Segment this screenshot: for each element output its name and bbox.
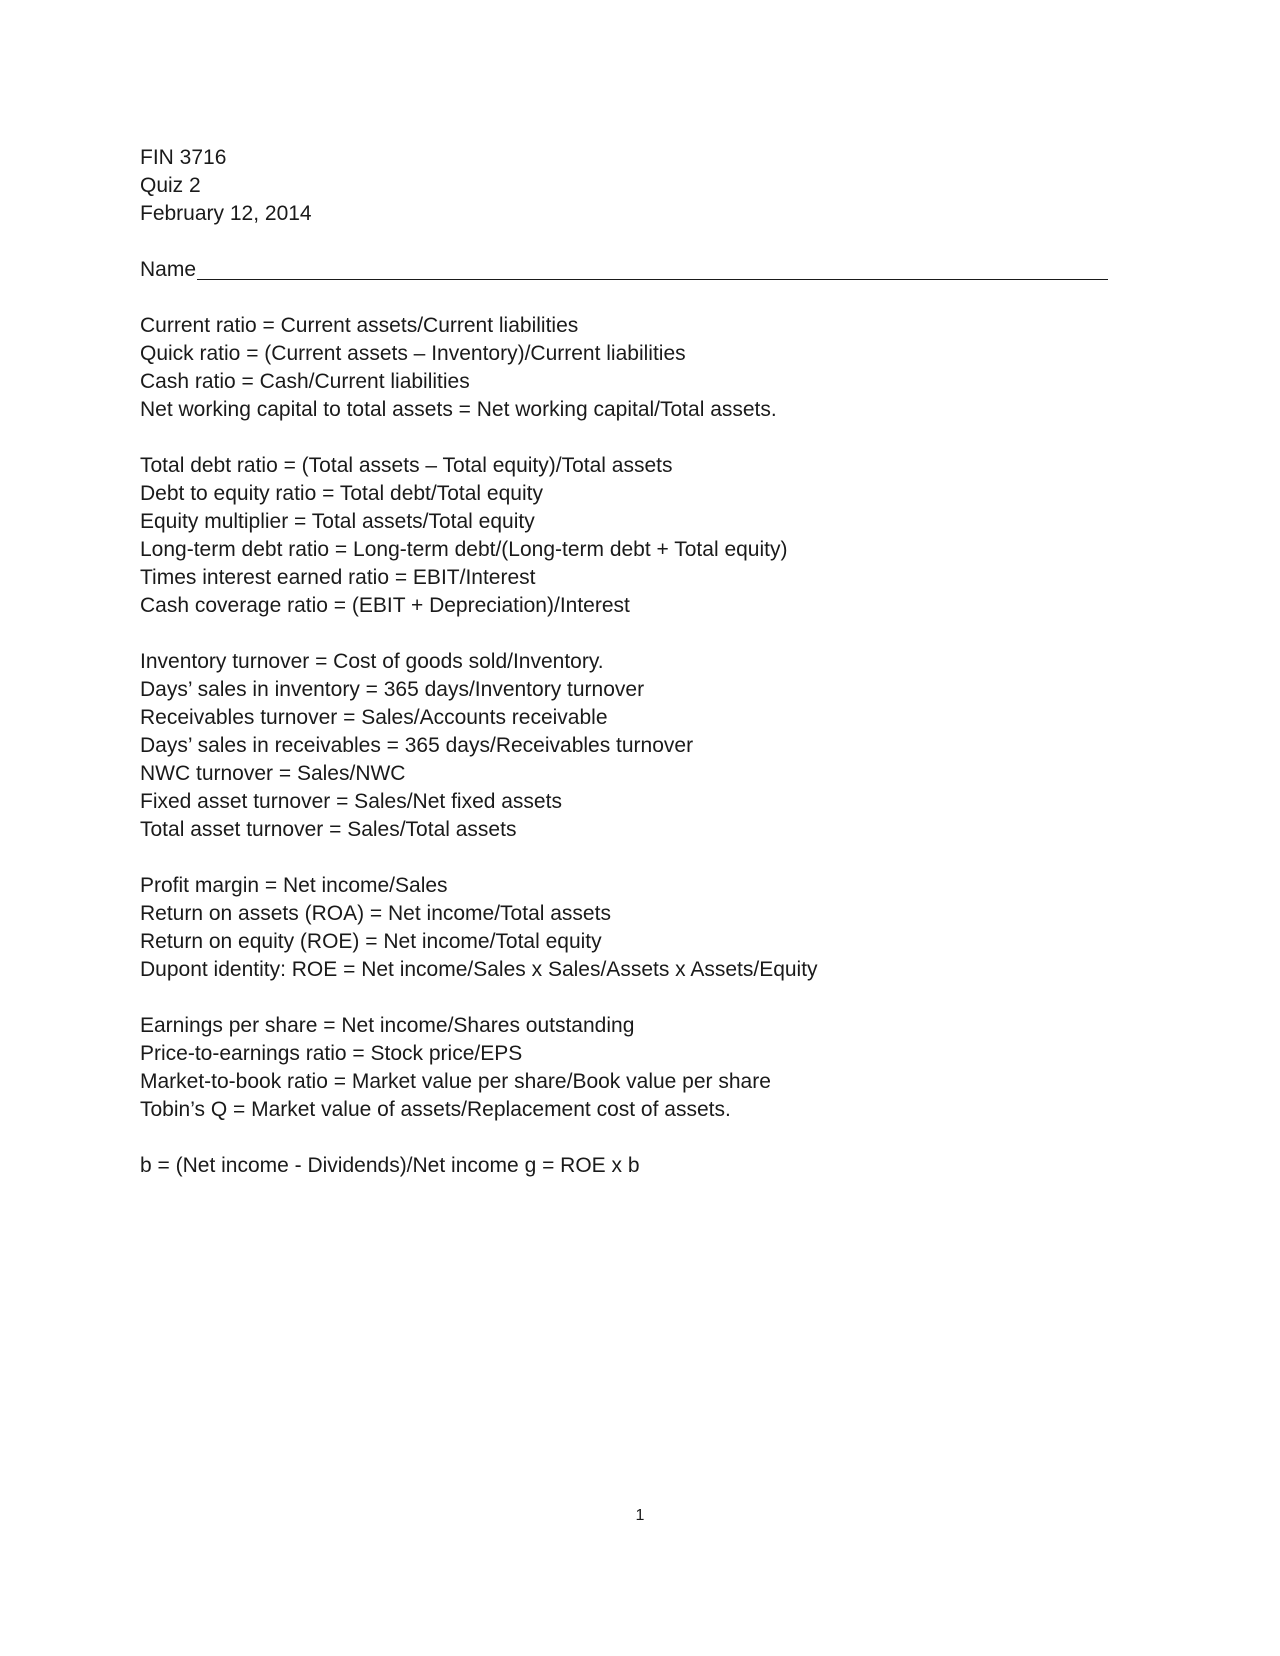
- spacer: [140, 1124, 1140, 1152]
- quiz-date: February 12, 2014: [140, 202, 312, 225]
- growth-formulas: [140, 1152, 1140, 1180]
- page-number: 1: [635, 1507, 645, 1524]
- formula-line: Total asset turnover = Sales/Total assets: [140, 818, 517, 841]
- name-blank-line[interactable]: [197, 259, 1108, 280]
- formula-line: Receivables turnover = Sales/Accounts receivable: [140, 706, 608, 729]
- spacer: [140, 844, 1140, 872]
- formula-line: Profit margin = Net income/Sales: [140, 874, 448, 897]
- formula-line: Inventory turnover = Cost of goods sold/Inventory.: [140, 650, 604, 673]
- leverage-formulas: [140, 452, 1140, 620]
- name-label: Name: [140, 258, 197, 281]
- formula-line: Long-term debt ratio = Long-term debt/(Long-term debt + Total equity): [140, 538, 788, 561]
- formula-line: Equity multiplier = Total assets/Total equity: [140, 510, 535, 533]
- liquidity-formulas: [140, 312, 1140, 424]
- name-field[interactable]: [140, 256, 1140, 284]
- formula-line: Debt to equity ratio = Total debt/Total equity: [140, 482, 543, 505]
- formula-line: Quick ratio = (Current assets – Inventory)/Current liabilities: [140, 342, 686, 365]
- page-content: [140, 144, 1140, 1180]
- market-value-formulas: [140, 1012, 1140, 1124]
- formula-line: Price-to-earnings ratio = Stock price/EPS: [140, 1042, 523, 1065]
- formula-line: Earnings per share = Net income/Shares outstanding: [140, 1014, 635, 1037]
- formula-line: Return on equity (ROE) = Net income/Total equity: [140, 930, 602, 953]
- spacer: [140, 284, 1140, 312]
- formula-line: b = (Net income - Dividends)/Net income g = ROE x b: [140, 1154, 640, 1177]
- formula-line: Return on assets (ROA) = Net income/Total assets: [140, 902, 611, 925]
- spacer: [140, 984, 1140, 1012]
- spacer: [140, 228, 1140, 256]
- formula-line: Net working capital to total assets = Net working capital/Total assets.: [140, 398, 777, 421]
- formula-line: Tobin’s Q = Market value of assets/Replacement cost of assets.: [140, 1098, 731, 1121]
- formula-line: Cash ratio = Cash/Current liabilities: [140, 370, 470, 393]
- quiz-title: Quiz 2: [140, 174, 201, 197]
- spacer: [140, 620, 1140, 648]
- profitability-formulas: [140, 872, 1140, 984]
- formula-line: NWC turnover = Sales/NWC: [140, 762, 406, 785]
- course-code: FIN 3716: [140, 146, 227, 169]
- spacer: [140, 424, 1140, 452]
- formula-line: Total debt ratio = (Total assets – Total equity)/Total assets: [140, 454, 673, 477]
- formula-line: Times interest earned ratio = EBIT/Interest: [140, 566, 536, 589]
- turnover-formulas: [140, 648, 1140, 844]
- formula-line: Current ratio = Current assets/Current liabilities: [140, 314, 579, 337]
- formula-line: Days’ sales in receivables = 365 days/Receivables turnover: [140, 734, 694, 757]
- formula-line: Days’ sales in inventory = 365 days/Inventory turnover: [140, 678, 645, 701]
- formula-line: Cash coverage ratio = (EBIT + Depreciation)/Interest: [140, 594, 630, 617]
- formula-line: Market-to-book ratio = Market value per share/Book value per share: [140, 1070, 771, 1093]
- formula-line: Fixed asset turnover = Sales/Net fixed assets: [140, 790, 562, 813]
- formula-line: Dupont identity: ROE = Net income/Sales x Sales/Assets x Assets/Equity: [140, 958, 818, 981]
